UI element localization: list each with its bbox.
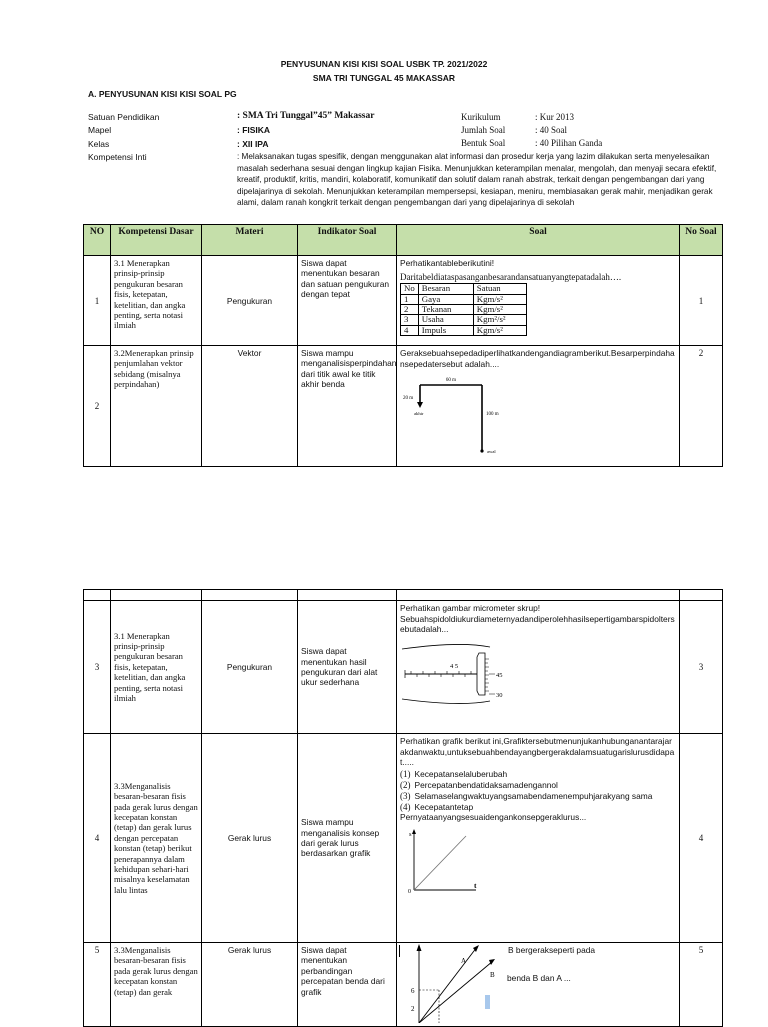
mini-cell: 2	[401, 305, 419, 315]
row-materi: Pengukuran	[202, 601, 298, 734]
axis-label-s: s	[409, 831, 412, 839]
row-nosoal: 4	[680, 734, 723, 943]
header-no: NO	[84, 225, 111, 256]
header-nosoal: No Soal	[680, 225, 723, 256]
kelas-value: : XII IPA	[237, 139, 269, 149]
section-heading: A. PENYUSUNAN KISI KISI SOAL PG	[88, 89, 237, 99]
row-soal	[397, 346, 680, 467]
mini-cell: Kgm²/s²	[473, 315, 526, 325]
axis-label-t: t	[474, 881, 477, 891]
line-label-a: A	[461, 957, 467, 965]
row-soal	[397, 601, 680, 734]
mini-cell: Kgm/s²	[473, 305, 526, 315]
row-materi: Pengukuran	[202, 256, 298, 346]
empty-cell	[397, 590, 680, 601]
row-nosoal: 5	[680, 943, 723, 1027]
mini-cell: 3	[401, 315, 419, 325]
mini-cell: Usaha	[418, 315, 473, 325]
jumlah-value: : 40 Soal	[535, 125, 568, 135]
soal-fragment-b: benda B dan A ...	[507, 973, 571, 983]
satuan-value: : SMA Tri Tunggal”45” Makassar	[237, 111, 375, 121]
row-soal	[397, 734, 680, 943]
mini-cell: 1	[401, 294, 419, 304]
statement-text: Kecepatantetap	[414, 801, 474, 812]
row-soal	[397, 943, 680, 1027]
jumlah-label: Jumlah Soal	[461, 125, 506, 135]
besaran-table	[400, 283, 527, 336]
row-kd: 3.1 Menerapkan prinsip-prinsip pengukuran besaran fisis, ketepatan, ketelitian, dan angka penting, serta notasi ilmiah	[111, 601, 202, 734]
bentuk-value: : 40 Pilihan Ganda	[535, 138, 603, 148]
row-indikator: Siswa mampu menganalisis konsep dari gerak lurus berdasarkan grafik	[298, 734, 397, 943]
mapel-value: : FISIKA	[237, 125, 271, 135]
school-title: SMA TRI TUNGGAL 45 MAKASSAR	[312, 73, 456, 83]
statement-text: Percepatanbendatidaksamadengannol	[414, 779, 558, 790]
satuan-label: Satuan Pendidikan	[88, 112, 160, 122]
row-no: 1	[84, 256, 111, 346]
header-kd: Kompetensi Dasar	[111, 225, 202, 256]
mini-cell: 4	[401, 325, 419, 335]
line-label-b: B	[490, 971, 495, 979]
label-100m: 100 m	[486, 412, 499, 418]
doc-title: PENYUSUNAN KISI KISI SOAL USBK TP. 2021/2022	[280, 59, 488, 69]
origin-label: 0	[408, 889, 411, 896]
statement-item	[400, 802, 676, 812]
kisi-table-page1	[83, 224, 723, 467]
row-kd: 3.3Menganalisis besaran-besaran fisis pada gerak lurus dengan kecepatan konstan (tetap) dan gerak lurus dengan percepatan konstan (tetap) berikut penerapannya dalam kehidupan sehari-hari misalnya keselamatan lalu lintas	[111, 734, 202, 943]
empty-cell	[298, 590, 397, 601]
mini-cell: Tekanan	[418, 305, 473, 315]
row-no: 4	[84, 734, 111, 943]
header-indikator: Indikator Soal	[298, 225, 397, 256]
thimble-label-45: 45	[496, 671, 503, 679]
row-indikator: Siswa dapat menentukan besaran dan satuan pengukuran dengan tepat	[298, 256, 397, 346]
row-nosoal: 2	[680, 346, 723, 467]
mini-cell: Satuan	[473, 284, 526, 294]
header-soal: Soal	[397, 225, 680, 256]
row-soal	[397, 256, 680, 346]
row-indikator: Siswa dapat menentukan perbandingan percepatan benda dari grafik	[298, 943, 397, 1027]
row-indikator: Siswa dapat menentukan hasil pengukuran dari alat ukur sederhana	[298, 601, 397, 734]
thimble-label-30: 30	[496, 691, 503, 699]
row-materi: Gerak lurus	[202, 943, 298, 1027]
empty-cell	[84, 590, 111, 601]
kurikulum-value: : Kur 2013	[535, 112, 574, 122]
statement-item	[400, 791, 676, 801]
statement-item	[400, 780, 676, 790]
row-indikator: Siswa mampu menganalisisperpindahan dari titik awal ke titik akhir benda	[298, 346, 397, 467]
mini-cell: Besaran	[418, 284, 473, 294]
row-materi: Vektor	[202, 346, 298, 467]
empty-cell	[111, 590, 202, 601]
header-materi: Materi	[202, 225, 298, 256]
soal-text: Geraksebuahsepedadiperlihatkandengandiagramberikut.Besarperpindahansepedatersebut adalah....	[400, 348, 675, 369]
statement-num: (3)	[400, 790, 411, 801]
bentuk-label: Bentuk Soal	[461, 138, 506, 148]
empty-cell	[680, 590, 723, 601]
mini-cell: Kgm/s²	[473, 325, 526, 335]
statement-item	[400, 769, 676, 779]
row-nosoal: 1	[680, 256, 723, 346]
soal-graph-area	[397, 943, 679, 1023]
label-60m: 60 m	[445, 378, 457, 384]
soal-text: Perhatikantableberikutini!	[400, 258, 495, 268]
micrometer-diagram	[400, 641, 515, 707]
row-no: 5	[84, 943, 111, 1027]
soal-fragment-a: B bergerakseperti pada	[508, 945, 596, 955]
table-row	[84, 346, 723, 467]
soal-question: Sebuahspidoldiukurdiameternyadandiperolehhasilsepertigambarspidoltersebutadalah...	[400, 613, 675, 635]
row-kd: 3.3Menganalisis besaran-besaran fisis pada gerak lurus dengan kecepatan konstan (tetap) dan gerak	[111, 943, 202, 1027]
row-nosoal: 3	[680, 601, 723, 734]
statement-num: (4)	[400, 801, 411, 812]
row-no: 2	[84, 346, 111, 467]
kelas-label: Kelas	[88, 139, 110, 149]
mapel-label: Mapel	[88, 125, 112, 135]
table-header-row	[84, 590, 723, 601]
ki-value: : Melaksanakan tugas spesifik, dengan menggunakan alat informasi dan prosedur kerja yang lazim dilakukan serta menyelesaikan masalah sederhana sesuai dengan lingkup kajian Fisika. Menunjukkan keterampilan menalar, mengolah, dan menyaji secara efektif, kreatif, produktif, kritis, mandiri, kolaboratif, komunikatif dan solutif dalam ranah abstrak, terkait dengan pengembangan dari yang dipelajarinya di sekolah. Menunjukkan keterampilan mempersepsi, kesiapan, meniru, membiasakan gerak mahir, menjadikan gerak alami, dalam ranah kongkrit terkait dengan pengembangan dari yang dipelajarinya di sekolah	[237, 152, 717, 208]
label-awal: awal	[487, 449, 496, 455]
statement-num: (1)	[400, 768, 411, 779]
table-row	[84, 734, 723, 943]
row-no: 3	[84, 601, 111, 734]
kurikulum-label: Kurikulum	[461, 112, 501, 122]
mini-cell: No	[401, 284, 419, 294]
velocity-time-graph	[397, 943, 507, 1023]
statement-text: Selamaselangwaktuyangsamabendamenempuhjarakyang sama	[414, 790, 653, 801]
row-kd: 3.1 Menerapkan prinsip-prinsip pengukuran besaran fisis, ketepatan, ketelitian, dan angka penting, serta notasi ilmiah	[111, 256, 202, 346]
displacement-diagram	[400, 371, 500, 457]
table-header-row	[84, 225, 723, 256]
kisi-table-page2	[83, 589, 723, 1027]
ki-label: Kompetensi Inti	[88, 152, 147, 162]
distance-time-graph	[400, 824, 480, 896]
statement-num: (2)	[400, 779, 411, 790]
tick-label-2: 2	[411, 1005, 415, 1013]
empty-cell	[202, 590, 298, 601]
mini-cell: Gaya	[418, 294, 473, 304]
thimble-ticks	[485, 659, 489, 691]
mini-cell: Impuls	[418, 325, 473, 335]
row-materi: Gerak lurus	[202, 734, 298, 943]
soal-question: Daritabeldiataspasanganbesarandansatuanyangtepatadalah….	[400, 271, 622, 282]
label-20m: 20 m	[403, 396, 414, 402]
soal-text: Perhatikan gambar micrometer skrup!	[400, 603, 541, 613]
mini-cell: Kgm/s²	[473, 294, 526, 304]
main-scale-label: 4 5	[450, 662, 459, 670]
row-kd: 3.2Menerapkan prinsip penjumlahan vektor sebidang (misalnya perpindahan)	[111, 346, 202, 467]
soal-question: Pernyataanyangsesuaidengankonsepgeraklurus...	[400, 811, 587, 822]
table-row	[84, 256, 723, 346]
soal-text: Perhatikan grafik berikut ini,Grafiktersebutmenunjukanhubunganantarajarakdanwaktu,untuksebuahbendayangbergerakdalamsuatugarislurusdidapat.....	[400, 736, 675, 768]
statement-text: Kecepatanselaluberubah	[414, 768, 508, 779]
label-akhir: akhir	[414, 411, 424, 417]
table-row	[84, 601, 723, 734]
tick-label-6: 6	[411, 987, 415, 995]
table-row	[84, 943, 723, 1027]
